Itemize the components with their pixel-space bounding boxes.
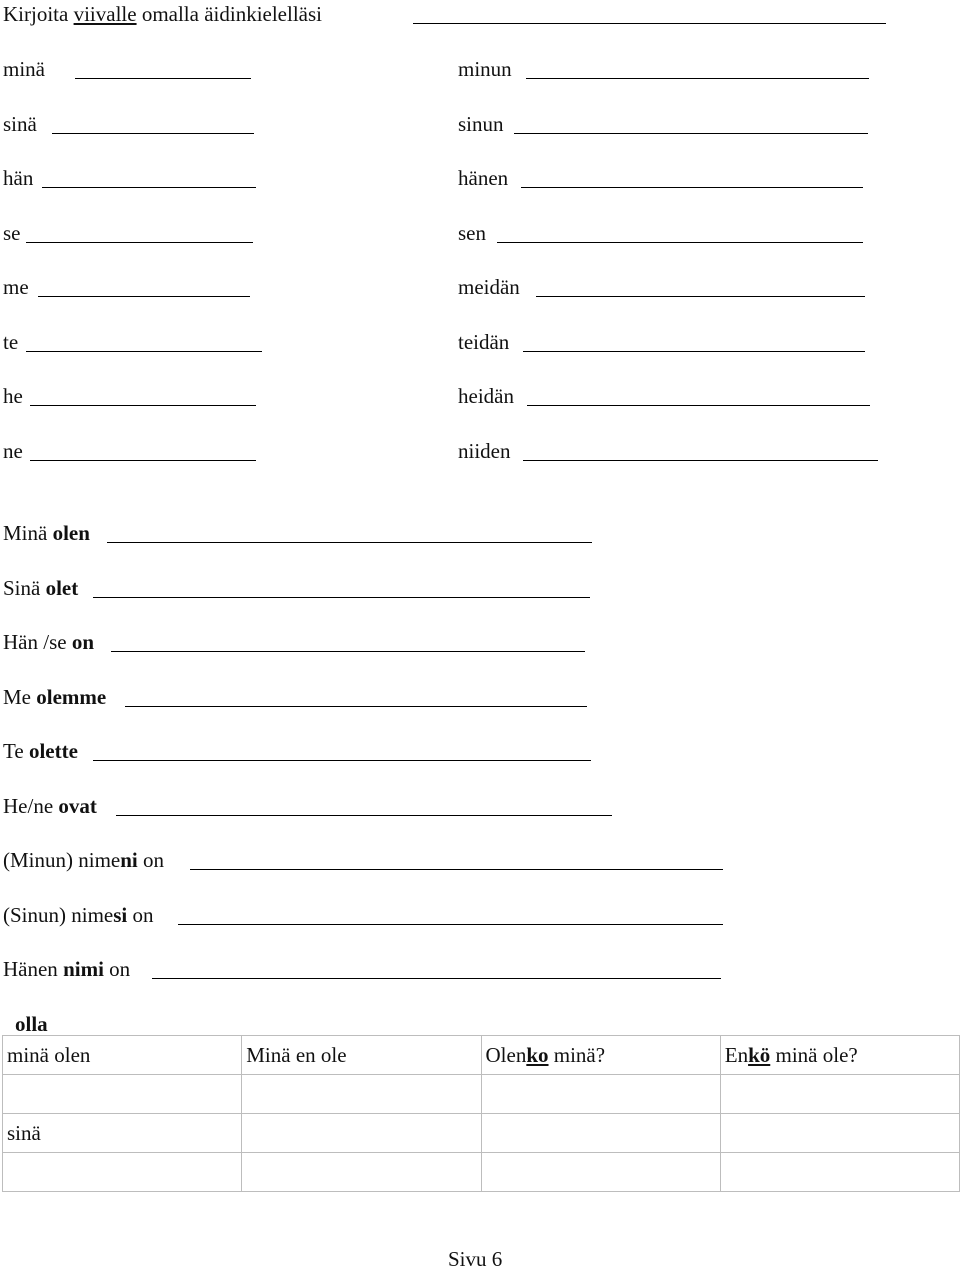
olla-sentence: Sinä olet (3, 576, 79, 600)
table-cell-empty[interactable] (3, 1153, 242, 1192)
table-cell-empty[interactable] (242, 1114, 481, 1153)
pronoun-right: sen (458, 221, 486, 245)
table-cell-empty[interactable] (481, 1153, 720, 1192)
pronoun-right-line[interactable] (527, 405, 870, 406)
pronoun-left: sinä (3, 112, 37, 136)
table-cell-empty[interactable] (720, 1153, 959, 1192)
pronoun-left: he (3, 384, 23, 408)
table-row (3, 1036, 960, 1075)
pronoun-right: teidän (458, 330, 510, 354)
pronoun-left-line[interactable] (30, 405, 256, 406)
olla-sentence-line[interactable] (93, 760, 591, 761)
pronoun-right-line[interactable] (536, 296, 865, 297)
pronoun-right: heidän (458, 384, 514, 408)
olla-sentence: Hän /se on (3, 630, 95, 654)
olla-sentence: Te olette (3, 739, 78, 763)
table-cell: sinä (3, 1114, 242, 1153)
pronoun-left: ne (3, 439, 23, 463)
table-row (3, 1114, 960, 1153)
name-sentence: Hänen nimi on (3, 957, 131, 981)
table-cell-empty[interactable] (481, 1075, 720, 1114)
pronoun-right-line[interactable] (526, 78, 869, 79)
pronoun-right: hänen (458, 166, 509, 190)
table-cell-empty[interactable] (720, 1075, 959, 1114)
pronoun-left: te (3, 330, 19, 354)
pronoun-right-line[interactable] (523, 460, 878, 461)
olla-sentence-line[interactable] (116, 815, 612, 816)
name-sentence-line[interactable] (190, 869, 723, 870)
olla-sentence-line[interactable] (111, 651, 585, 652)
table-cell-empty[interactable] (242, 1075, 481, 1114)
pronoun-left: me (3, 275, 29, 299)
pronoun-right-line[interactable] (521, 187, 863, 188)
pronoun-left-line[interactable] (38, 296, 250, 297)
pronoun-right-line[interactable] (523, 351, 865, 352)
table-cell-empty[interactable] (720, 1114, 959, 1153)
pronoun-right: sinun (458, 112, 504, 136)
instruction-answer-line[interactable] (413, 23, 886, 24)
page-number: Sivu 6 (448, 1247, 503, 1271)
pronoun-left: minä (3, 57, 45, 81)
table-cell-empty[interactable] (481, 1114, 720, 1153)
pronoun-left-line[interactable] (42, 187, 256, 188)
pronoun-left-line[interactable] (26, 242, 253, 243)
name-sentence-line[interactable] (178, 924, 723, 925)
pronoun-left: se (3, 221, 21, 245)
instruction-text-end: omalla äidinkielelläsi (136, 2, 323, 26)
name-sentence: (Minun) nimeni on (3, 848, 164, 872)
olla-sentence: Minä olen (3, 521, 90, 545)
pronoun-left-line[interactable] (26, 351, 262, 352)
name-sentence: (Sinun) nimesi on (3, 903, 154, 927)
conjugation-table (2, 1035, 960, 1192)
table-cell-empty[interactable] (242, 1153, 481, 1192)
pronoun-right: meidän (458, 275, 520, 299)
pronoun-left-line[interactable] (30, 460, 256, 461)
table-title: olla (15, 1012, 48, 1036)
table-row (3, 1153, 960, 1192)
pronoun-right-line[interactable] (497, 242, 863, 243)
table-cell-empty[interactable] (3, 1075, 242, 1114)
olla-sentence: He/ne ovat (3, 794, 97, 818)
olla-sentence-line[interactable] (125, 706, 587, 707)
pronoun-right: niiden (458, 439, 511, 463)
table-cell: minä olen (3, 1036, 242, 1075)
table-row (3, 1075, 960, 1114)
instruction (3, 2, 322, 26)
pronoun-right-line[interactable] (514, 133, 868, 134)
name-sentence-line[interactable] (152, 978, 721, 979)
table-cell: Minä en ole (242, 1036, 481, 1075)
pronoun-left-line[interactable] (52, 133, 254, 134)
table-cell: Enkö minä ole? (720, 1036, 959, 1075)
pronoun-left-line[interactable] (75, 78, 251, 79)
pronoun-right: minun (458, 57, 512, 81)
instruction-text: Kirjoita (3, 2, 74, 26)
table-cell: Olenko minä? (481, 1036, 720, 1075)
olla-sentence-line[interactable] (107, 542, 592, 543)
pronoun-left: hän (3, 166, 34, 190)
olla-sentence: Me olemme (3, 685, 107, 709)
instruction-underlined: viivalle (73, 2, 137, 26)
olla-sentence-line[interactable] (93, 597, 590, 598)
